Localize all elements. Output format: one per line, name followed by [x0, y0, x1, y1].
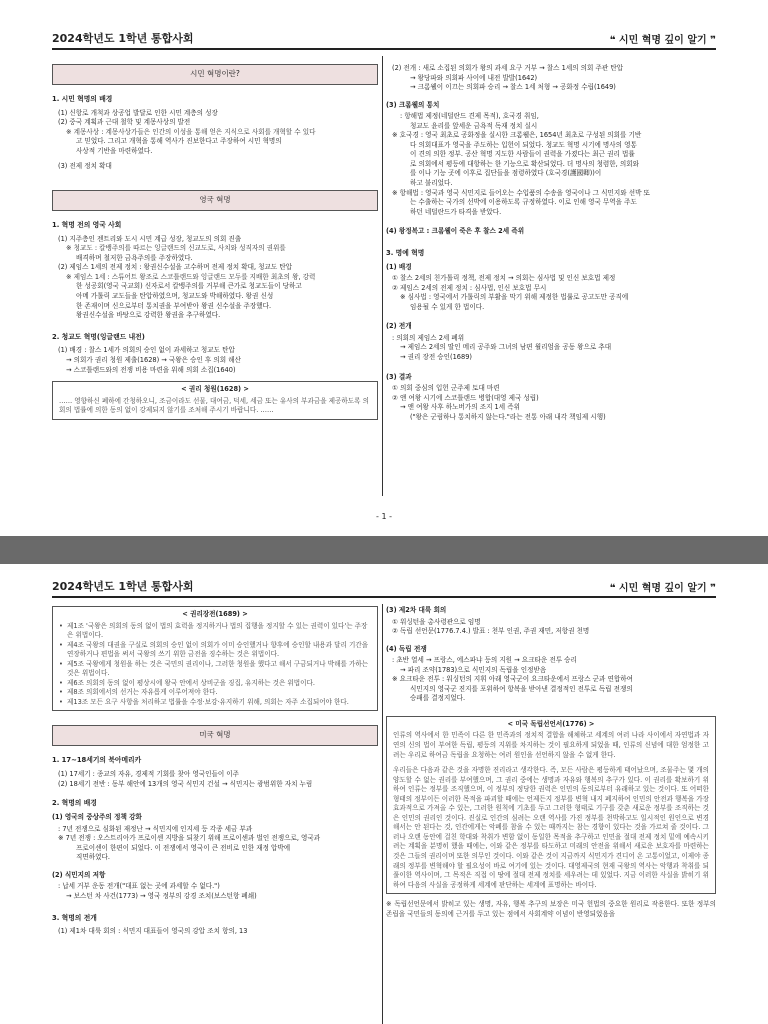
- source-box-declaration-of-independence: [386, 716, 716, 894]
- note-line: 로 의회에서 평등에 대항하는 한 기능으로 확산되었다. 더 명사의 청렴한, 의회와: [410, 159, 639, 168]
- text-line: → 권리 장전 승인(1689): [400, 352, 472, 361]
- left-column: [52, 606, 378, 1024]
- note-line: 를 이나 기능 곳에 이후로 집단들을 점령하였다 (호국경(護國卿))이: [410, 169, 602, 178]
- section-banner-civil-revolution: 시민 혁명이란?: [52, 64, 378, 85]
- text-line: : 항해법 제정(네덜란드 견제 목적), 호국경 취임,: [400, 112, 539, 121]
- note-line: 한 성공회(영국 국교회) 신자로서 칼뱅주의를 거부해 큰가로 청교도들이 당하고: [76, 282, 302, 291]
- text-line: ② 앤 여왕 시기에 스코틀랜드 병합(대영 제국 성립): [392, 393, 539, 402]
- section-title: 2. 혁명의 배경: [52, 799, 97, 808]
- text-line: (2) 전개 : 새로 소집된 의회가 왕의 과세 요구 거부 → 찰스 1세의 의회 주관 탄압: [392, 64, 624, 72]
- bill-of-rights-list: [59, 622, 371, 708]
- note-line: 식민지의 영국군 진지를 포위하여 항복을 받아낸 결정적인 전투로 독립 전쟁의: [410, 684, 633, 693]
- list-item: • 제6조 의회의 동의 없이 평상시에 왕국 안에서 상비군을 징집, 유지하는 것은 위법이다.: [59, 679, 371, 689]
- subsection-title: (3) 제2차 대륙 회의: [386, 606, 447, 614]
- subsection-title: (2) 식민지의 저항: [52, 870, 106, 879]
- text-line: → 크롬웰이 이끄는 의회파 승리 → 찰스 1세 처형 → 공화정 수립(1649): [410, 83, 616, 92]
- text-line: ② 제임스 2세의 전제 정치 : 심사법, 인신 보호법 무시: [392, 283, 547, 292]
- header-course: 2024학년도 1학년 통합사회: [52, 580, 194, 593]
- subsection-title: (1) 영국의 중상주의 정책 강화: [52, 813, 142, 822]
- note-line: 임용될 수 있게 한 법이다.: [410, 302, 485, 311]
- section-title: 3. 명예 혁명: [386, 248, 425, 257]
- note-line: 고 믿었다. 그리고 개혁을 통해 역사가 진보한다고 주장하여 시민 혁명의: [76, 137, 282, 146]
- note-line: 왕권신수설을 바탕으로 강력한 왕권을 추구하였다.: [76, 311, 221, 320]
- text-line: 청교도 윤리를 앞세운 금욕적 독재 정치 실시: [410, 121, 538, 130]
- note-line: ※ 7년 전쟁 : 오스트리아가 프로이센 지방을 되찾기 위해 프로이센과 벌인 전쟁으로, 영국과: [58, 834, 321, 843]
- text-line: (2) 제임스 1세의 전제 정치 : 왕권신수설을 고수하며 전제 정치 확대, 청교도 탄압: [58, 263, 293, 272]
- box-title: < 미국 독립선언서(1776) >: [507, 719, 595, 728]
- text-line: → 제임스 2세의 딸인 메리 공주와 그녀의 남편 윌리엄을 공동 왕으로 추대: [400, 343, 612, 352]
- section-banner-american-revolution: 미국 혁명: [52, 725, 378, 746]
- text-line: (2) 중국 계획과 근대 철학 및 계몽사상의 발전: [58, 118, 191, 127]
- page-number: - 1 -: [376, 512, 392, 521]
- column-divider: [382, 56, 383, 496]
- source-box-bill-of-rights: [52, 606, 378, 711]
- source-box-petition-of-right: [52, 381, 378, 420]
- note-line: 다 의회대표가 영국을 주도하는 입헌이 되었다. 청교도 혁명 시기에 명사의 영통: [410, 140, 637, 149]
- note-line: ※ 제임스 1세 : 스튜어트 왕조로 스코틀랜드와 잉글랜드 모두를 지배한 최초의 왕, 강력: [66, 272, 316, 281]
- subsection-title: (4) 독립 전쟁: [386, 644, 427, 653]
- text-line: → 의회가 권리 청원 제출(1628) → 국왕은 승인 후 의회 해산: [66, 356, 241, 365]
- note-line: 직면하였다.: [76, 853, 110, 862]
- header-topic: ❝ 시민 혁명 깊이 알기 ❞: [609, 583, 716, 594]
- text-line: ① 찰스 2세의 친가톨릭 정책, 전제 정치 → 의회는 심사법 및 인신 보호법 제정: [392, 274, 616, 283]
- right-column: [386, 606, 716, 1024]
- subsection-title: (3) 결과: [386, 372, 412, 381]
- note-line: ※ 호국경 : 영국 최초로 공화정을 실시한 크롬웰은, 1654년 최초로 구성된 의회를 기반: [392, 131, 642, 140]
- section-title: 1. 혁명 전의 영국 사회: [52, 220, 122, 229]
- note-line: ※ 심사법 : 영국에서 가톨릭의 부활을 막기 위해 제정한 법률로 공고도만 공직에: [400, 293, 629, 302]
- page-2: [0, 564, 768, 1024]
- text-line: (2) 18세기 전반 : 동부 해안에 13개의 영국 식민지 건설 → 식민지는 광범위한 자치 누림: [58, 779, 313, 788]
- list-item: • 제8조 의회에서의 선거는 자유롭게 이루어져야 한다.: [59, 688, 371, 698]
- section-banner-english-revolution: 영국 혁명: [52, 190, 378, 211]
- note-line: 이 견의 의한 정부. 공산 혁명 지도한 사람들이 권력을 가졌다는 최근 권리 법률: [410, 150, 635, 159]
- box-text: …… 영향하신 폐하에 간청하오니, 조금이라도 선물, 대여금, 덕세, 세금 또는 유사의 부과금을 제공하도록 의회의 법률에 의한 동의 없이 강제되지 않기를 조처해 주시기 바랍니다. ……: [59, 396, 369, 415]
- box-title: < 권리 청원(1628) >: [181, 385, 249, 394]
- note-line: 하던 네덜란드가 타격을 받았다.: [410, 207, 502, 216]
- list-item: • 제5조 국왕에게 청원을 하는 것은 국민의 권리이나, 그러한 청원을 했다고 해서 구금되거나 박해를 가하는 것은 위법이다.: [59, 660, 371, 679]
- note-line: 하고 불리었다.: [410, 179, 453, 188]
- text-line: : 7년 전쟁으로 심화된 재정난 → 식민지에 인지세 등 각종 세금 부과: [58, 824, 253, 833]
- page-gap: [0, 536, 768, 564]
- note-paragraph: ※ 독립선언문에서 밝히고 있는 생명, 자유, 행복 추구의 보장은 미국 헌법의 중요한 원리로 작용한다. 또한 정부의 존립을 국민들의 동의에 근거를 두고 있는 점에서 사회계약 이념이 반영되었음을: [386, 900, 716, 918]
- subsection-title: (1) 배경: [386, 262, 412, 271]
- text-line: (3) 전제 정치 확대: [58, 162, 112, 171]
- subsection-title: (4) 왕정복고 : 크롬웰이 죽은 후 찰스 2세 즉위: [386, 227, 525, 236]
- note-line: 한 존재이며 신으로부터 통치권을 부여받아 왕권 신수설을 주장했다.: [76, 301, 272, 310]
- box-paragraph: 우리들은 다음과 같은 것을 자명한 진리라고 생각한다. 즉, 모든 사람은 평등하게 태어났으며, 조물주는 몇 개의 양도할 수 없는 권리를 부여했으며, 그 권리 중에는 생명과 자유와 행복의 추구가 있다. 이 권리를 확보하기 위하여 인류는 정부를 조직했으며, 이 정부의 정당한 권력은 인민의 동의로부터 유래하고 있는 것이다. 또 어떠한 형태의 정부이든 이러한 목적을 파괴할 때에는 언제든지 정부를 변혁 내지 폐지하여 인민의 안전과 행복을 가장 효과적으로 가져올 수 있는, 그러한 원칙에 기초를 두고 그러한 형태로 기구를 갖춘 새로운 정부를 조직하는 것은 인민의 권리인 것이다. 진실로 인간의 심려는 오랜 역사를 가진 정부를 천박하고도 일시적인 원인으로 변경해서는 안 된다는 것, 인간에게는 악폐를 참을 수 있는 때까지는 참는 경향이 있다는 것을 가르쳐 줄 것이다. 그러나 오랜 동안에 걸친 학대와 착취가 변함 없이 동일한 목적을 추구하고 인민을 절대 전제 정치 밑에 예속시키려는 계획을 분명히 했을 때에는, 이와 같은 정부를 타도하고 미래의 안전을 위해서 새로운 보호자를 마련하는 것은 그들의 권리이며 또한 의무인 것이다. 이와 같은 것이 지금까지 식민지가 견디어 온 고통이었고, 이제야 종래의 정부를 변혁해야 할 필요성이 바로 여기에 있는 것이다. 대영제국의 현재 국왕의 역사는 악행과 착취를 되풀이한 역사이며, 그 목적은 직접 이 땅에 절대 전제 정치를 세우려는 데 있었다. 지금 이러한 사실을 밝히기 위하여 다음의 사실을 공정하게 세계에 판단하는 세계에 표명하는 바이다.: [393, 766, 709, 889]
- text-line: → 앤 여왕 사후 하노버가의 조지 1세 즉위: [400, 403, 520, 412]
- text-line: → 스코틀랜드와의 전쟁 비용 마련을 위해 의회 소집(1640): [66, 365, 236, 374]
- text-line: ① 워싱턴을 총사령관으로 임명: [392, 617, 481, 626]
- note-line: 승패를 결정지었다.: [410, 694, 466, 703]
- text-line: → 왕당파와 의회파 사이에 내전 발발(1642): [410, 73, 538, 82]
- section-title: 1. 시민 혁명의 배경: [52, 94, 113, 103]
- text-line: ② 독립 선언문(1776.7.4.) 발표 : 천부 인권, 주권 재민, 저항권 천명: [392, 627, 590, 636]
- text-line: ("왕은 군림하나 통치하지 않는다."라는 전통 아래 내각 책임제 시행): [410, 412, 606, 421]
- list-item: • 제1조 '국왕은 의회의 동의 없이 법의 효력을 정지하거나 법의 집행을 정지할 수 있는 권력이 있다'는 주장은 위법이다.: [59, 622, 371, 641]
- column-divider: [382, 604, 383, 1024]
- left-column: [52, 64, 378, 504]
- section-title: 3. 혁명의 전개: [52, 913, 97, 922]
- text-line: : 의회의 제임스 2세 폐위: [392, 333, 465, 342]
- note-line: 프로이센이 한편이 되었다. 이 전쟁에서 영국이 큰 전비로 인한 재정 압박에: [76, 843, 291, 852]
- list-item: • 제4조 국왕의 대권을 구실로 의회의 승인 없이 의회가 이미 승인했거나 향후에 승인할 내용과 달리 기간을 연장하거나 편법을 써서 국왕의 쓰기 위한 금전을 징수하는 것은 위법이다.: [59, 641, 371, 660]
- note-line: ※ 청교도 : 칼뱅주의를 따르는 잉글랜드의 신교도로, 사치와 성직자의 권위를: [66, 244, 286, 253]
- section-title: 2. 청교도 혁명(잉글랜드 내전): [52, 332, 145, 341]
- right-column: [386, 64, 716, 504]
- page-header: [52, 30, 716, 50]
- subsection-title: (2) 전개: [386, 322, 412, 331]
- note-line: 는 수출하는 국가의 선박에 이용하도록 규정하였다. 이로 인해 영국 무역을 주도: [410, 198, 637, 207]
- text-line: (1) 신항로 개척과 상공업 발달로 인한 시민 계층의 성장: [58, 108, 218, 117]
- text-line: → 보스턴 차 사건(1773) → 영국 정부의 강경 조치(보스턴항 폐쇄): [66, 891, 257, 900]
- text-line: ① 의회 중심의 입헌 군주제 토대 마련: [392, 384, 500, 393]
- text-line: → 파리 조약(1783)으로 식민지의 독립을 인정받음: [400, 665, 547, 674]
- note-line: 배격하며 철저한 금욕주의를 주장하였다.: [76, 253, 193, 262]
- subsection-title: (3) 크롬웰의 통치: [386, 100, 440, 109]
- text-line: : 납세 거부 운동 전개("대표 없는 곳에 과세할 수 없다."): [58, 882, 220, 891]
- text-line: : 초반 열세 → 프랑스, 에스파냐 등의 지원 → 요크타운 전투 승리: [392, 656, 577, 665]
- note-line: ※ 계몽사상 : 계몽사상가들은 인간의 이성을 통해 얻은 지식으로 사회를 개혁할 수 있다: [66, 127, 316, 136]
- text-line: (1) 배경 : 찰스 1세가 의회의 승인 없이 과세하고 청교도 탄압: [58, 346, 235, 355]
- list-item: • 제13조 모든 요구 사항을 처리하고 법률을 수정·보강·유지하기 위해, 의회는 자주 소집되어야 한다.: [59, 698, 371, 708]
- note-line: ※ 요크타운 전투 : 워싱턴의 지휘 아래 영국군이 요크타운에서 프랑스 군과 연합하여: [392, 675, 633, 684]
- note-line: 아메 가톨릭 교도들을 탄압하였으며, 청교도와 박해하였다. 왕권 신성: [76, 292, 274, 300]
- text-line: (1) 제1차 대륙 회의 : 식민지 대표들이 영국의 강압 조치 항의, 13: [58, 927, 248, 936]
- box-title: < 권리장전(1689) >: [182, 610, 248, 618]
- section-title: 1. 17~18세기의 북아메리카: [52, 756, 142, 765]
- text-line: (1) 지주층인 젠트리와 도시 시민 계급 성장, 청교도의 의회 진출: [58, 234, 242, 243]
- note-line: ※ 항해법 : 영국과 영국 식민지로 들어오는 수입품의 수송을 영국이나 그 식민지와 선박 또: [392, 188, 650, 197]
- page-header: [52, 578, 716, 598]
- header-course: 2024학년도 1학년 통합사회: [52, 32, 194, 45]
- header-topic: ❝ 시민 혁명 깊이 알기 ❞: [609, 35, 716, 46]
- note-line: 사상적 기반을 마련하였다.: [76, 146, 153, 155]
- text-line: (1) 17세기 : 종교의 자유, 경제적 기회를 찾아 영국인들이 이주: [58, 770, 240, 779]
- box-paragraph: 인류의 역사에서 한 민족이 다른 한 민족과의 정치적 결합을 해체하고 세계의 여러 나라 사이에서 자연법과 자연의 신의 법이 부여한 독립, 평등의 지위를 차지하는 것이 필요하게 되었을 때, 인류의 신념에 대한 엄정한 고려는 우리로 하여금 독립을 요청하는 여러 원인을 선언하지 않을 수 없게 한다.: [393, 731, 709, 759]
